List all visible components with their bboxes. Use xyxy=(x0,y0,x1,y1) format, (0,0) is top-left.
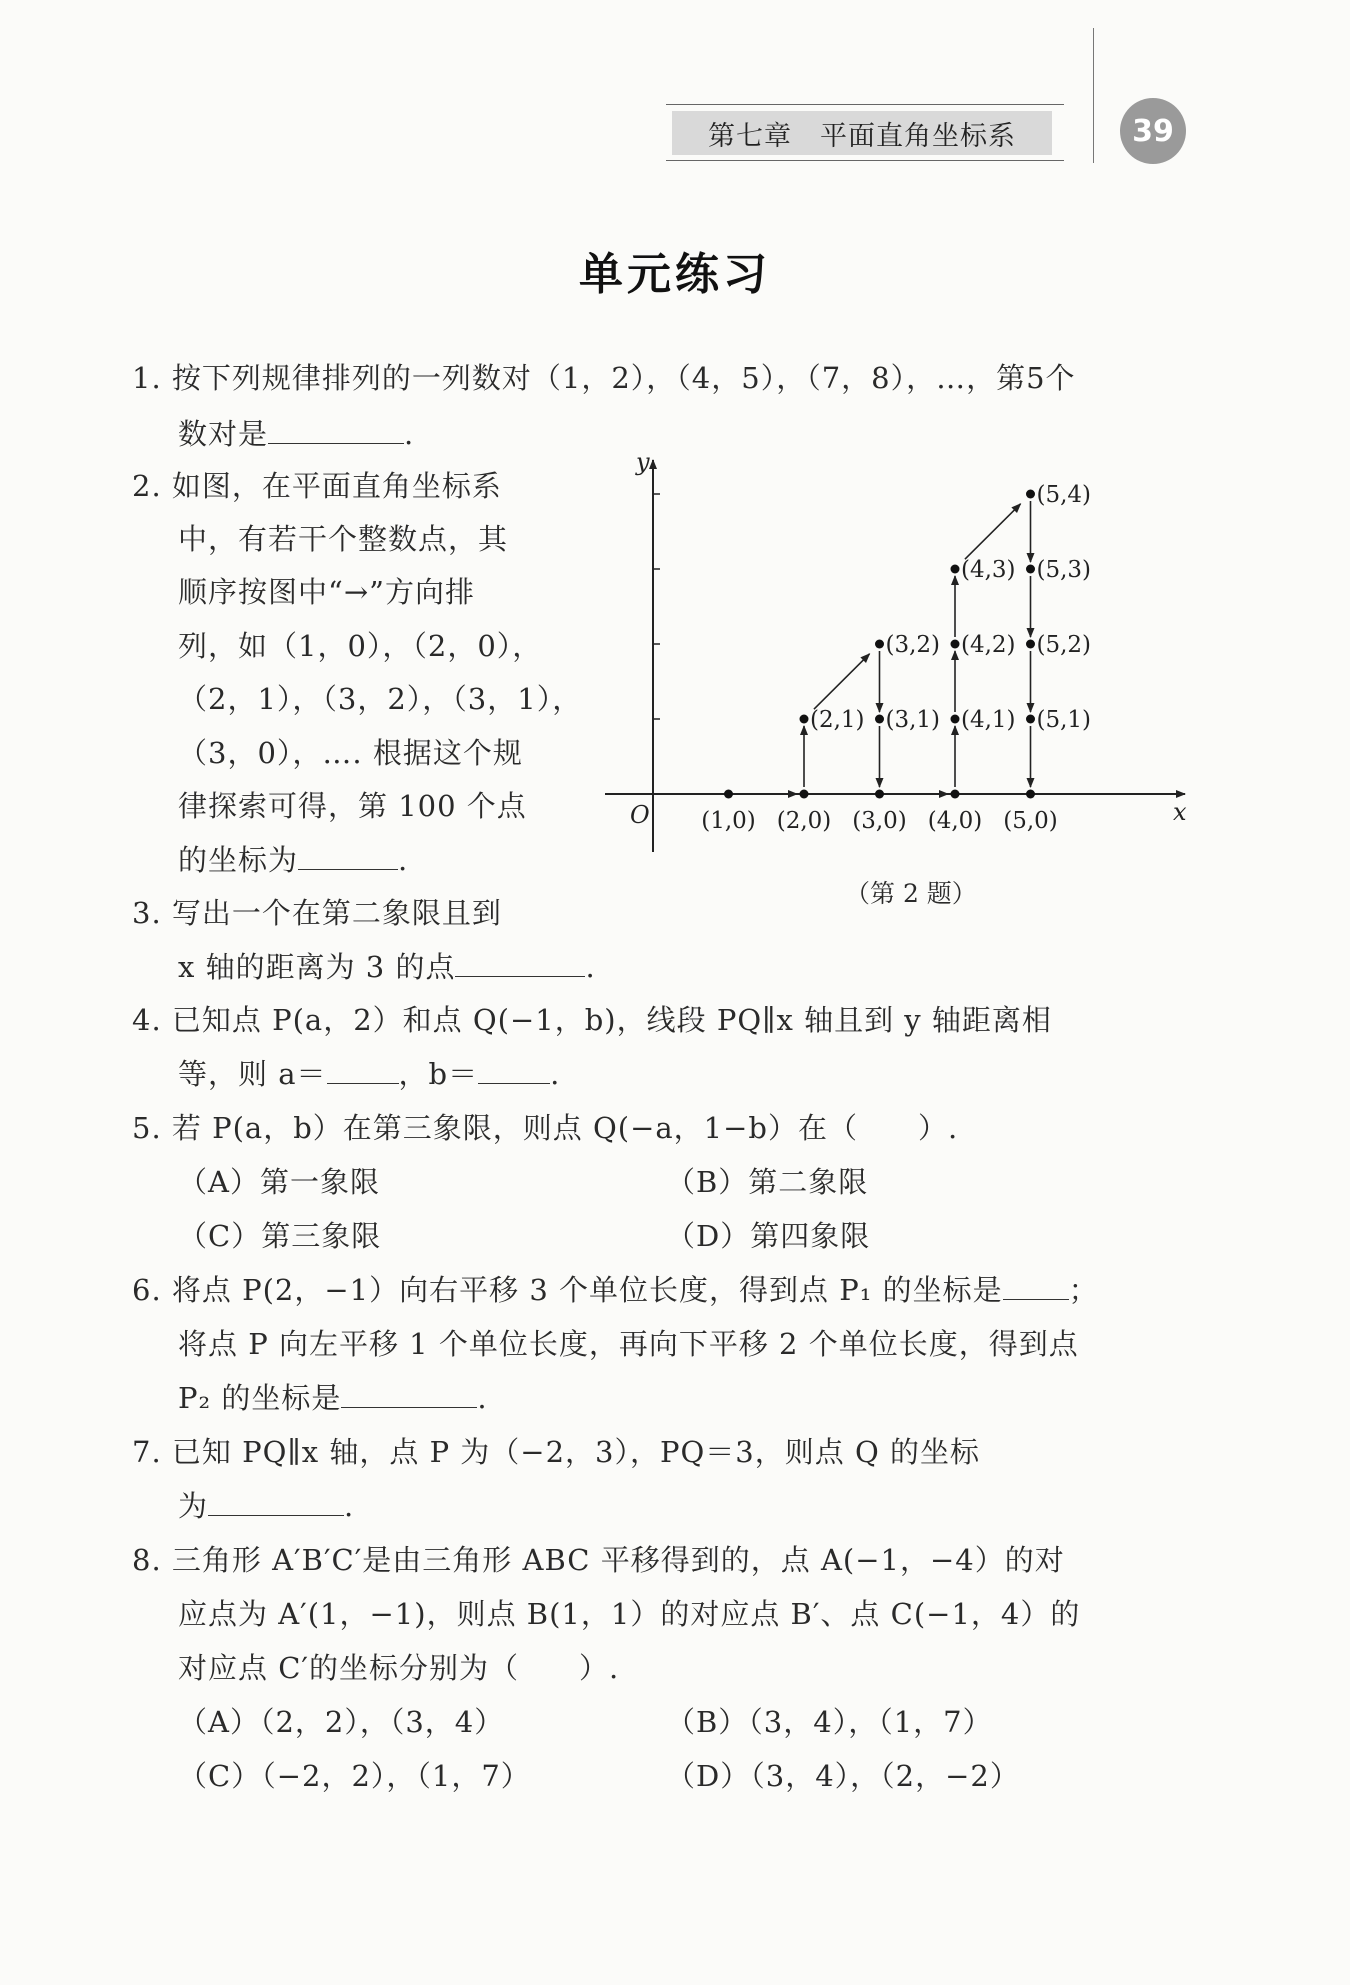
lattice-point xyxy=(875,715,884,724)
lattice-point xyxy=(951,715,960,724)
point-label: (5,0) xyxy=(1003,808,1058,834)
q6-line2: 将点 P 向左平移 1 个单位长度，再向下平移 2 个单位长度，得到点 xyxy=(178,1327,1079,1361)
lattice-point xyxy=(1026,790,1035,799)
point-label: (4,1) xyxy=(961,707,1016,733)
point-label: (5,4) xyxy=(1036,482,1092,508)
lattice-point xyxy=(1026,640,1035,649)
lattice-point xyxy=(875,640,884,649)
point-label: (3,0) xyxy=(852,808,907,834)
lattice-point xyxy=(951,565,960,574)
point-label: (4,2) xyxy=(961,632,1016,658)
lattice-point xyxy=(1026,490,1035,499)
q2-line1: 2. 如图，在平面直角坐标系 xyxy=(132,469,502,503)
q5-option-d: （D）第四象限 xyxy=(666,1219,871,1253)
point-label: (5,2) xyxy=(1036,632,1092,658)
point-label: (5,1) xyxy=(1036,707,1092,733)
q7-line2: 为 . xyxy=(178,1489,355,1523)
q3-line2: x 轴的距离为 3 的点 . xyxy=(178,950,596,984)
q2-line2: 中，有若干个整数点，其 xyxy=(178,522,509,556)
q4-line2: 等，则 a＝ ，b＝ . xyxy=(178,1057,561,1091)
header-bottom-rule xyxy=(666,160,1064,161)
point-label: (3,2) xyxy=(885,632,941,658)
chapter-header: 第七章 平面直角坐标系 xyxy=(672,111,1052,155)
path-arrow xyxy=(814,654,870,709)
q5-option-b: （B）第二象限 xyxy=(666,1165,869,1199)
q7-line1: 7. 已知 PQ∥x 轴，点 P 为（−2，3），PQ＝3，则点 Q 的坐标 xyxy=(132,1435,980,1469)
page-title: 单元练习 xyxy=(579,249,771,300)
lattice-point xyxy=(724,790,733,799)
q8-option-d: （D）（3，4），（2，−2） xyxy=(666,1759,1020,1793)
q6-line3: P₂ 的坐标是 . xyxy=(178,1381,488,1415)
q5-option-c: （C）第三象限 xyxy=(178,1219,382,1253)
q1-line1: 1. 按下列规律排列的一列数对（1，2），（4，5），（7，8），…，第5个 xyxy=(132,361,1076,395)
q6-line1: 6. 将点 P(2，−1）向右平移 3 个单位长度，得到点 P₁ 的坐标是 ； xyxy=(132,1273,1099,1307)
q2-line6: （3，0），…. 根据这个规 xyxy=(178,736,523,770)
lattice-point xyxy=(875,790,884,799)
q3-line1: 3. 写出一个在第二象限且到 xyxy=(132,896,502,930)
point-label: (2,1) xyxy=(810,707,865,733)
header-divider xyxy=(1093,28,1094,163)
q8-line3: 对应点 C′的坐标分别为（ ）. xyxy=(178,1651,620,1685)
y-axis-label: y xyxy=(636,450,650,476)
point-label: (1,0) xyxy=(701,808,756,834)
q4-line1: 4. 已知点 P(a，2）和点 Q(−1，b)，线段 PQ∥x 轴且到 y 轴距离相 xyxy=(132,1003,1052,1037)
q2-line7: 律探索可得，第 100 个点 xyxy=(178,789,527,823)
q5-stem: 5. 若 P(a，b）在第三象限，则点 Q(−a，1−b）在（ ）. xyxy=(132,1111,959,1145)
page-number: 39 xyxy=(1120,98,1186,164)
lattice-point xyxy=(1026,715,1035,724)
lattice-point xyxy=(1026,565,1035,574)
point-label: (3,1) xyxy=(885,707,941,733)
q1-line2: 数对是 . xyxy=(178,417,415,451)
q8-line2: 应点为 A′(1，−1)，则点 B(1，1）的对应点 B′、点 C(−1，4）的 xyxy=(178,1597,1081,1631)
origin-label: O xyxy=(630,801,650,829)
lattice-point xyxy=(951,790,960,799)
q2-line5: （2，1），（3，2），（3，1）， xyxy=(178,682,583,716)
point-label: (2,0) xyxy=(776,808,832,834)
coordinate-figure xyxy=(590,450,1210,870)
q8-option-a: （A）（2，2），（3，4） xyxy=(178,1705,505,1739)
point-label: (5,3) xyxy=(1036,557,1092,583)
q5-option-a: （A）第一象限 xyxy=(178,1165,380,1199)
lattice-point xyxy=(800,715,809,724)
q8-option-c: （C）（−2，2），（1，7） xyxy=(178,1759,531,1793)
lattice-point xyxy=(951,640,960,649)
q8-line1: 8. 三角形 A′B′C′是由三角形 ABC 平移得到的，点 A(−1，−4）的对 xyxy=(132,1543,1065,1577)
path-arrow xyxy=(965,504,1021,559)
lattice-point xyxy=(800,790,809,799)
point-label: (4,0) xyxy=(927,808,983,834)
figure-caption: （第 2 题） xyxy=(845,879,977,908)
q2-line8: 的坐标为 . xyxy=(178,843,409,877)
point-label: (4,3) xyxy=(961,557,1016,583)
q8-option-b: （B）（3，4），（1，7） xyxy=(666,1705,993,1739)
q2-line3: 顺序按图中“→”方向排 xyxy=(178,575,475,609)
header-top-rule xyxy=(666,104,1064,105)
q2-line4: 列，如（1，0），（2，0）， xyxy=(178,629,543,663)
lattice-diagram xyxy=(590,450,1210,870)
x-axis-label: x xyxy=(1173,798,1187,826)
